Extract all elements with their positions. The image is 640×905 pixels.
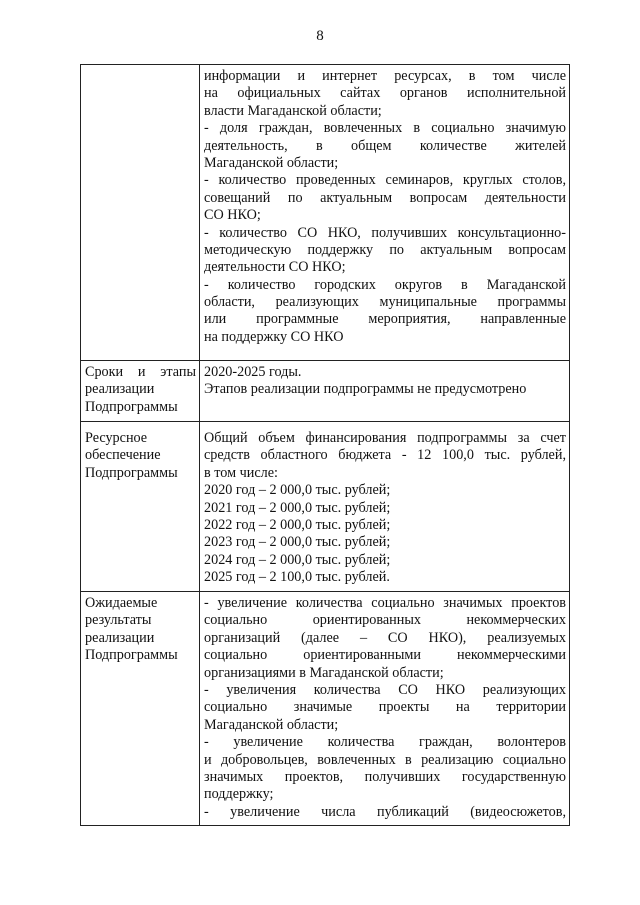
funding-year-line: 2024 год – 2 000,0 тыс. рублей; (204, 551, 391, 568)
result-item: - увеличение количества граждан, волонтеров и добровольцев, вовлеченных в реализацию социально значимых проектов, получивших государственную поддержку; (204, 734, 566, 803)
funding-year-line: 2022 год – 2 000,0 тыс. рублей; (204, 516, 391, 533)
result-item: - увеличение количества социально значимых проектов социально ориентированных некоммерческих организаций (далее – СО НКО), реализуемых социально ориентированными некоммерческими организациями в Магаданской области; (204, 595, 566, 681)
indicator-item: информации и интернет ресурсах, в том числе на официальных сайтах органов исполнительной власти Магаданской области; (204, 68, 566, 119)
row-content-indicators (200, 65, 570, 361)
funding-year-line: 2021 год – 2 000,0 тыс. рублей; (204, 499, 391, 516)
row-label-empty (81, 65, 200, 361)
row-label-timeline: Сроки и этапы реализации Подпрограммы (81, 361, 200, 422)
table-row-indicators (81, 65, 570, 361)
row-content-timeline: 2020-2025 годы. Этапов реализации подпрограммы не предусмотрено (200, 361, 570, 422)
funding-year-line: 2025 год – 2 100,0 тыс. рублей. (204, 569, 390, 586)
table-row-expected-results (81, 592, 570, 826)
row-label-resources: Ресурсное обеспечение Подпрограммы (81, 422, 200, 592)
row-label-expected-results: Ожидаемые результаты реализации Подпрограммы (81, 592, 200, 826)
row-content-expected-results (200, 592, 570, 826)
table-row-timeline (81, 361, 570, 422)
funding-year-line: 2023 год – 2 000,0 тыс. рублей; (204, 534, 391, 551)
indicator-item: - количество городских округов в Магаданской области, реализующих муниципальные программы или программные мероприятия, направленные на поддержку СО НКО (204, 276, 566, 345)
row-content-resources: Общий объем финансирования подпрограммы за счет средств областного бюджета - 12 100,0 тыс. рублей, в том числе: 2020 год – 2 000,0 тыс. рублей; 2021 год – 2 000,0 тыс. рублей; 2022 год – 2 000,0 тыс. рублей; 2023 год – 2 000,0 тыс. рублей; 2024 год – 2 000,0 тыс. рублей; 2025 год – 2 100,0 тыс. рублей. (200, 422, 570, 592)
table-row-resources (81, 422, 570, 592)
indicator-item: - количество СО НКО, получивших консультационно- методическую поддержку по актуальным вопросам деятельности СО НКО; (204, 224, 566, 276)
result-item: - увеличения количества СО НКО реализующих социально значимые проекты на территории Магаданской области; (204, 681, 566, 733)
result-item: - увеличение числа публикаций (видеосюжетов, (204, 803, 566, 820)
passport-table (80, 64, 570, 826)
page-number: 8 (316, 28, 324, 44)
funding-year-line: 2020 год – 2 000,0 тыс. рублей; (204, 482, 391, 499)
indicator-item: - количество проведенных семинаров, круглых столов, совещаний по актуальным вопросам деятельности СО НКО; (204, 172, 566, 224)
indicator-item: - доля граждан, вовлеченных в социально значимую деятельность, в общем количестве жителей Магаданской области; (204, 120, 566, 171)
